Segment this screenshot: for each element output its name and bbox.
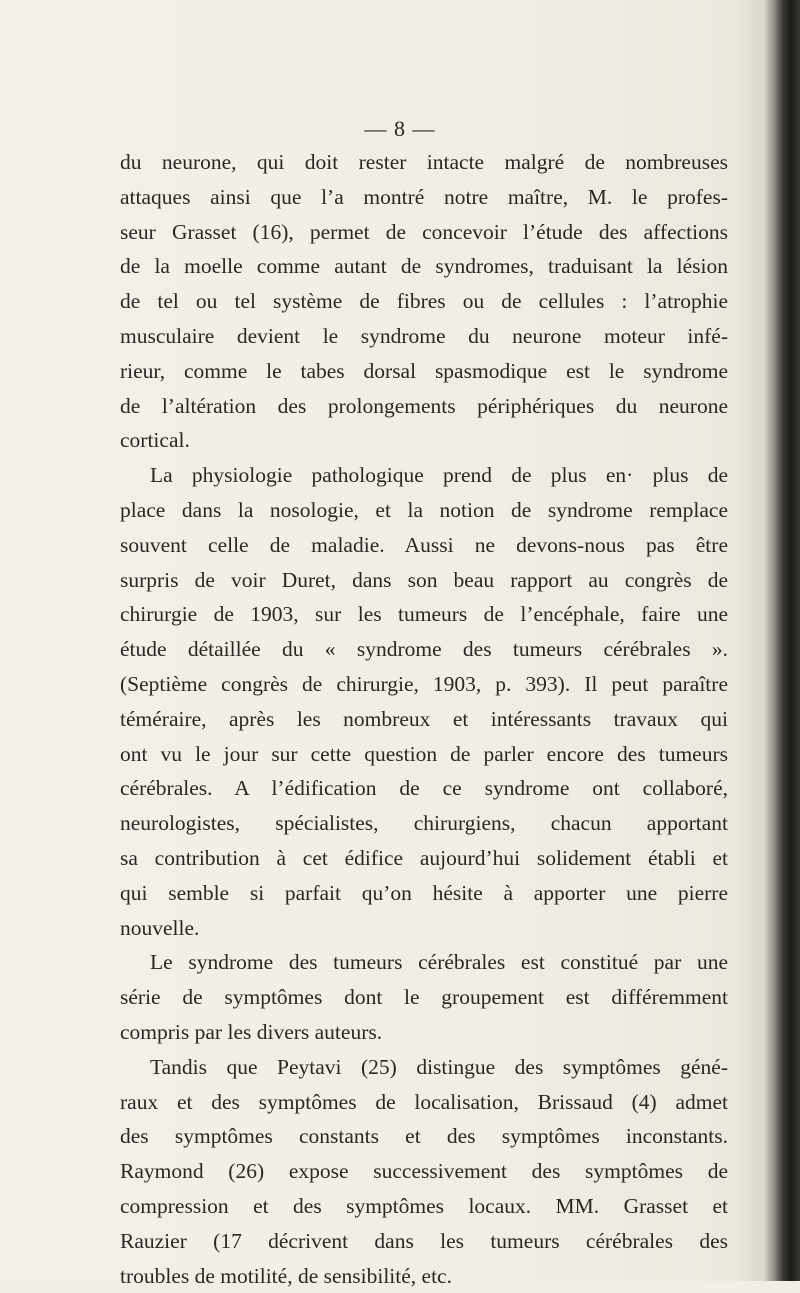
- text-line: place dans la nosologie, et la notion de syndrome remplace: [120, 493, 728, 528]
- text-line: Le syndrome des tumeurs cérébrales est constitué par une: [120, 945, 728, 980]
- text-line: (Septième congrès de chirurgie, 1903, p. 393). Il peut paraître: [120, 667, 728, 702]
- text-line: neurologistes, spécialistes, chirurgiens, chacun apportant: [120, 806, 728, 841]
- text-line: Raymond (26) expose successivement des symptômes de: [120, 1154, 728, 1189]
- text-line: seur Grasset (16), permet de concevoir l’étude des affections: [120, 215, 728, 250]
- text-line: étude détaillée du « syndrome des tumeurs cérébrales ».: [120, 632, 728, 667]
- text-line: attaques ainsi que l’a montré notre maître, M. le profes-: [120, 180, 728, 215]
- text-line: cérébrales. A l’édification de ce syndrome ont collaboré,: [120, 771, 728, 806]
- text-line: musculaire devient le syndrome du neurone moteur infé-: [120, 319, 728, 354]
- text-line: qui semble si parfait qu’on hésite à apporter une pierre: [120, 876, 728, 911]
- text-line: série de symptômes dont le groupement est différemment: [120, 980, 728, 1015]
- text-line: chirurgie de 1903, sur les tumeurs de l’encéphale, faire une: [120, 597, 728, 632]
- paragraph-4: [120, 1050, 728, 1293]
- text-line: Tandis que Peytavi (25) distingue des symptômes géné-: [120, 1050, 728, 1085]
- text-line: ont vu le jour sur cette question de parler encore des tumeurs: [120, 737, 728, 772]
- page-number: — 8 —: [0, 116, 800, 142]
- paragraph-2: [120, 458, 728, 945]
- text-line: Rauzier (17 décrivent dans les tumeurs cérébrales des: [120, 1224, 728, 1259]
- body-text: [120, 145, 728, 1293]
- text-line: La physiologie pathologique prend de plus en· plus de: [120, 458, 728, 493]
- text-line: compression et des symptômes locaux. MM. Grasset et: [120, 1189, 728, 1224]
- paragraph-3: [120, 945, 728, 1049]
- text-line: de la moelle comme autant de syndromes, traduisant la lésion: [120, 249, 728, 284]
- text-line: cortical.: [120, 423, 728, 458]
- text-line: souvent celle de maladie. Aussi ne devons-nous pas être: [120, 528, 728, 563]
- text-line: raux et des symptômes de localisation, Brissaud (4) admet: [120, 1085, 728, 1120]
- text-line: troubles de motilité, de sensibilité, etc.: [120, 1259, 728, 1293]
- text-line: surpris de voir Duret, dans son beau rapport au congrès de: [120, 563, 728, 598]
- text-line: nouvelle.: [120, 911, 728, 946]
- page-edge-binding: [762, 0, 800, 1281]
- text-line: du neurone, qui doit rester intacte malgré de nombreuses: [120, 145, 728, 180]
- text-line: de tel ou tel système de fibres ou de cellules : l’atrophie: [120, 284, 728, 319]
- text-line: téméraire, après les nombreux et intéressants travaux qui: [120, 702, 728, 737]
- text-line: rieur, comme le tabes dorsal spasmodique est le syndrome: [120, 354, 728, 389]
- paragraph-1: [120, 145, 728, 458]
- text-line: de l’altération des prolongements périphériques du neurone: [120, 389, 728, 424]
- text-line: des symptômes constants et des symptômes inconstants.: [120, 1119, 728, 1154]
- text-line: compris par les divers auteurs.: [120, 1015, 728, 1050]
- text-line: sa contribution à cet édifice aujourd’hui solidement établi et: [120, 841, 728, 876]
